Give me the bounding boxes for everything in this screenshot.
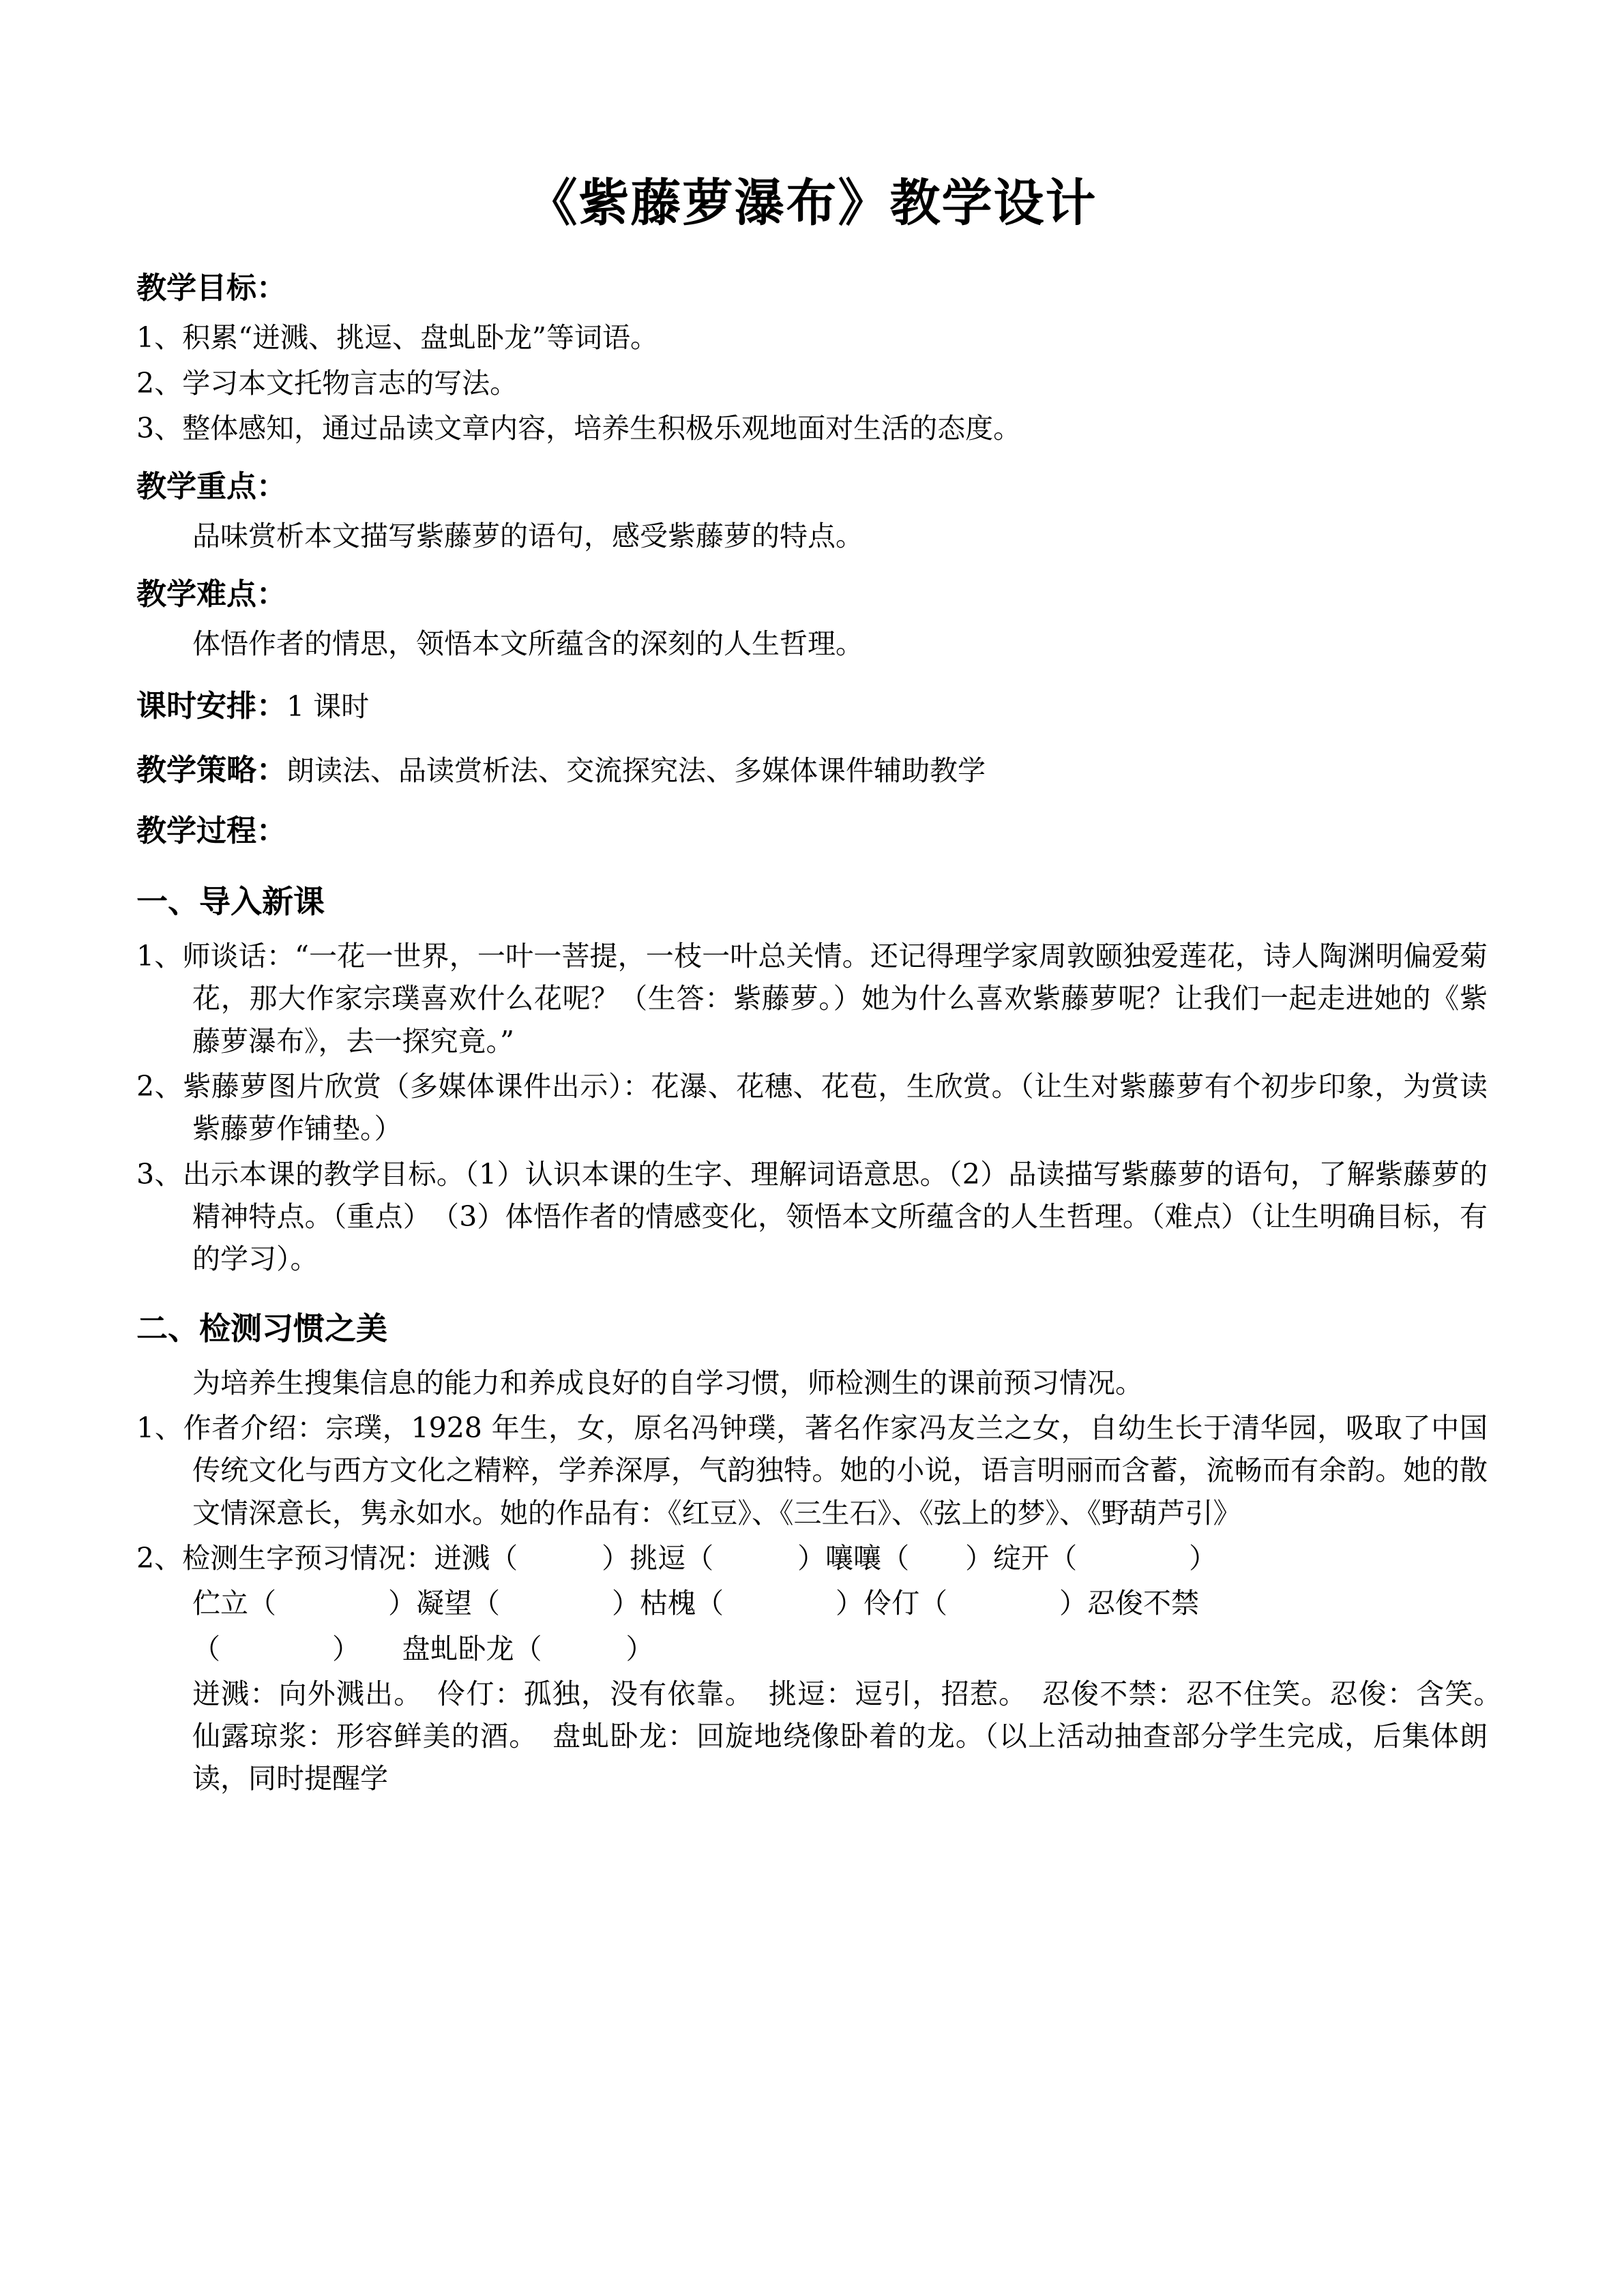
page-title: 《紫藤萝瀑布》教学设计 <box>527 174 1097 233</box>
teaching-goal-item-1: 1、积累“迸溅、挑逗、盘虬卧龙”等词语。 <box>136 321 659 355</box>
teaching-goal-item-2: 2、学习本文托物言志的写法。 <box>136 366 518 400</box>
section-one-item-2: 2、紫藤萝图片欣赏（多媒体课件出示）：花瀑、花穗、花苞，生欣赏。（让生对紫藤萝有个初步印象，为赏读紫藤萝作铺垫。） <box>136 1070 1488 1146</box>
teaching-key-text: 品味赏析本文描写紫藤萝的语句，感受紫藤萝的特点。 <box>192 520 863 553</box>
section-two-item-2 <box>136 1537 1488 1579</box>
vocab-check-line-1: 2、检测生字预习情况：迸溅（ ）挑逗（ ）嚷嚷（ ）绽开（ ） <box>136 1541 1217 1575</box>
teaching-strategy-label: 教学策略： <box>136 752 286 788</box>
teaching-difficulty-text: 体悟作者的情思，领悟本文所蕴含的深刻的人生哲理。 <box>192 627 863 661</box>
teaching-key-heading: 教学重点： <box>136 469 286 505</box>
teaching-goals-heading: 教学目标： <box>136 271 286 306</box>
class-schedule-value: 1 课时 <box>286 689 370 723</box>
teaching-strategy-line <box>136 747 1488 794</box>
teaching-process-heading: 教学过程： <box>136 814 286 849</box>
teaching-difficulty-heading: 教学难点： <box>136 577 286 612</box>
section-one-heading: 一、导入新课 <box>136 883 325 921</box>
vocab-definitions: 迸溅：向外溅出。 伶仃：孤独，没有依靠。 挑逗：逗引，招惹。 忍俊不禁：忍不住笑。忍俊：含笑。 仙露琼浆：形容鲜美的酒。 盘虬卧龙：回旋地绕像卧着的龙。（以上活动抽查部分学生完成，后集体朗读，同时提醒学 <box>192 1677 1516 1795</box>
section-two-item-1: 1、作者介绍：宗璞，1928 年生，女，原名冯钟璞，著名作家冯友兰之女，自幼生长于清华园，吸取了中国传统文化与西方文化之精粹，学养深厚，气韵独特。她的小说，语言明丽而含蓄，流畅而有余韵。她的散文情深意长，隽永如水。她的作品有：《红豆》、《三生石》、《弦上的梦》、《野葫芦引》 <box>136 1411 1488 1530</box>
section-one-item-1: 1、师谈话：“一花一世界，一叶一菩提，一枝一叶总关情。还记得理学家周敦颐独爱莲花，诗人陶渊明偏爱菊花，那大作家宗璞喜欢什么花呢？（生答：紫藤萝。）她为什么喜欢紫藤萝呢？让我们一起走进她的《紫藤萝瀑布》，去一探究竟。” <box>136 940 1488 1058</box>
section-two-intro: 为培养生搜集信息的能力和养成良好的自学习惯，师检测生的课前预习情况。 <box>192 1366 1143 1399</box>
vocab-check-line-3: （ ） 盘虬卧龙（ ） <box>192 1632 654 1665</box>
section-one-item-3: 3、出示本课的教学目标。（1）认识本课的生字、理解词语意思。（2）品读描写紫藤萝的语句，了解紫藤萝的精神特点。（重点） （3）体悟作者的情感变化，领悟本文所蕴含的人生哲理。（难点）（让生明确目标，有的学习）。 <box>136 1157 1488 1276</box>
class-schedule-label: 课时安排： <box>136 688 286 724</box>
teaching-strategy-value: 朗读法、品读赏析法、交流探究法、多媒体课件辅助教学 <box>286 754 986 787</box>
class-schedule-line <box>136 683 1488 730</box>
section-two-heading: 二、检测习惯之美 <box>136 1309 387 1347</box>
vocab-check-line-2: 伫立（ ）凝望（ ）枯槐（ ）伶仃（ ）忍俊不禁 <box>192 1587 1199 1620</box>
teaching-goal-item-3: 3、整体感知，通过品读文章内容，培养生积极乐观地面对生活的态度。 <box>136 411 1022 445</box>
